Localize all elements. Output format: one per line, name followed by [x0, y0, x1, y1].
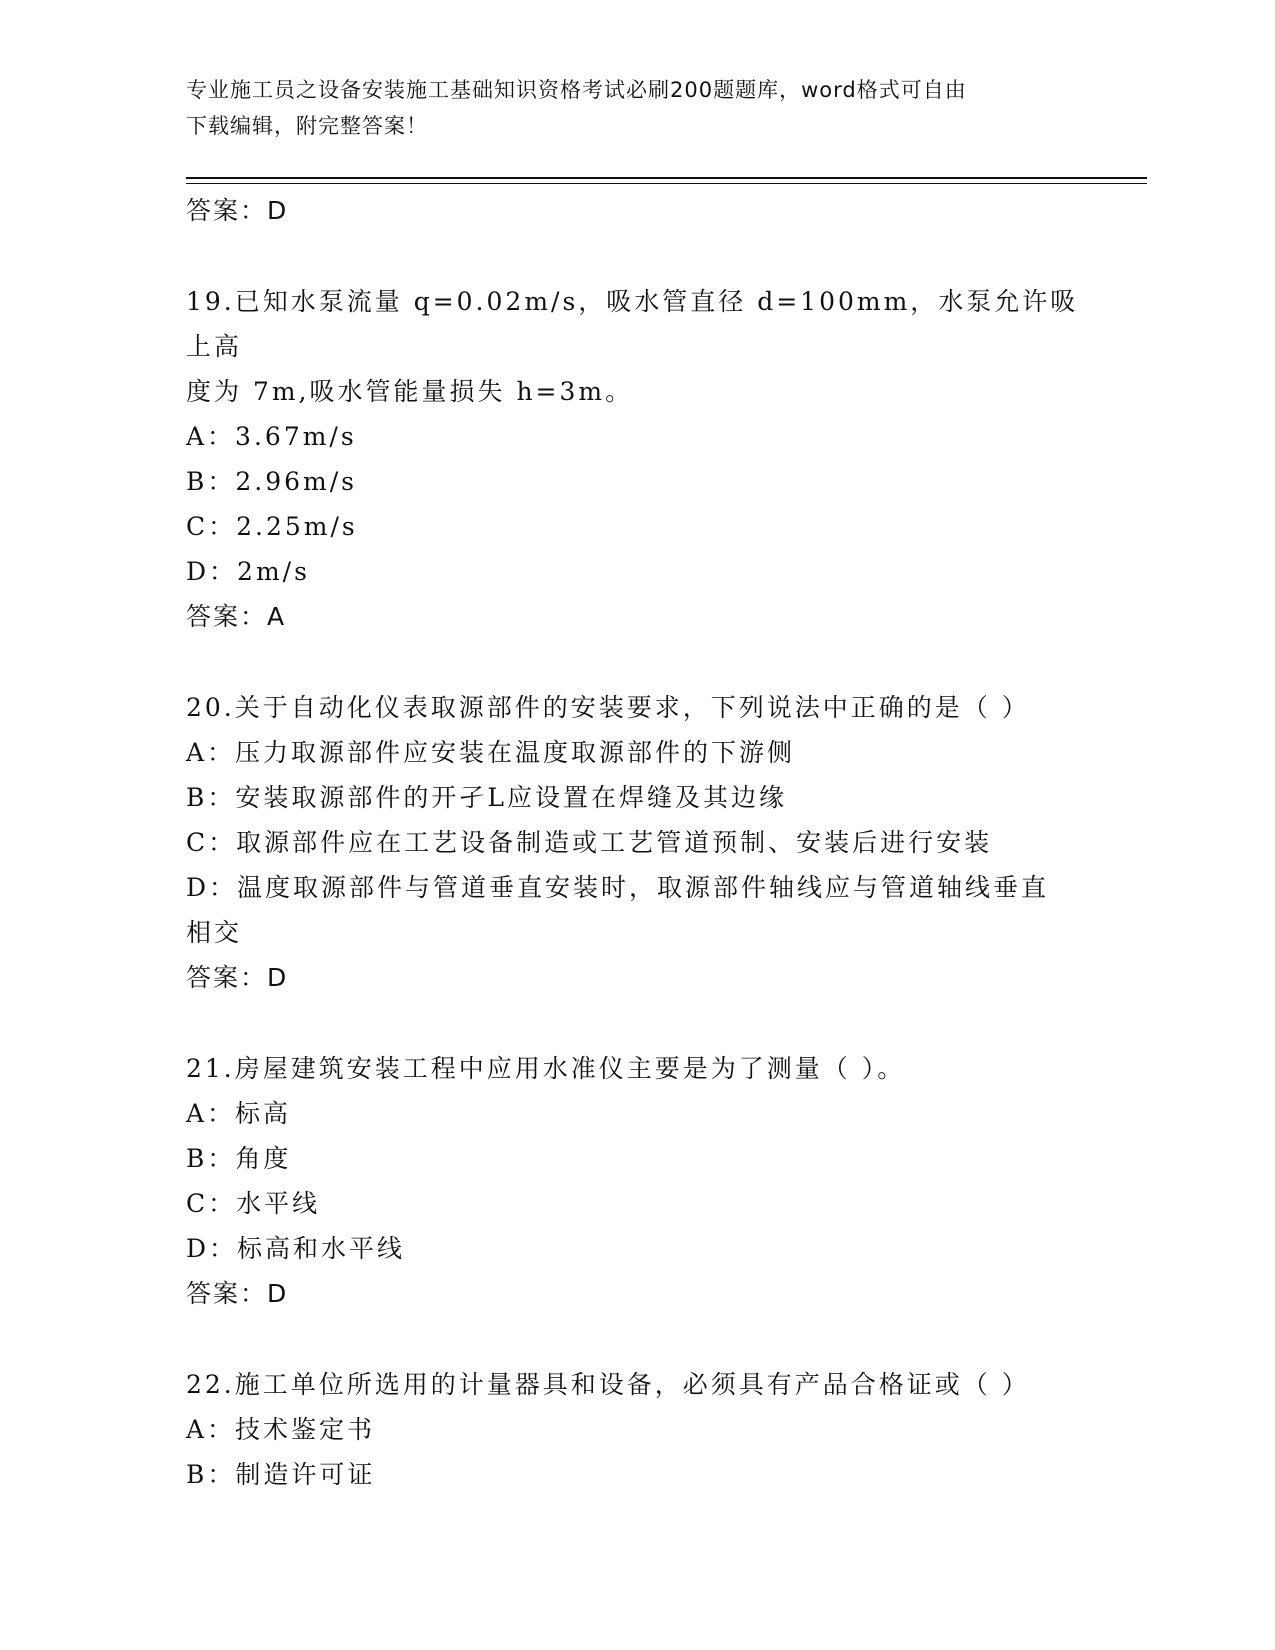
option-d: D：标高和水平线 [186, 1234, 406, 1263]
option-d: D：温度取源部件与管道垂直安装时，取源部件轴线应与管道轴线垂直 [186, 873, 1050, 902]
option-c: C：2.25m/s [186, 512, 358, 541]
option-c: C：水平线 [186, 1189, 321, 1218]
option-d: D：2m/s [186, 557, 310, 586]
option-a: A：3.67m/s [186, 422, 357, 451]
header-rule-thin [186, 183, 1147, 184]
option-c: C：取源部件应在工艺设备制造或工艺管道预制、安装后进行安装 [186, 828, 993, 857]
question-item [186, 1046, 1086, 1316]
question-stem: 19.已知水泵流量 q=0.02m/s，吸水管直径 d=100mm，水泵允许吸上高 [186, 287, 1079, 361]
question-stem: 21.房屋建筑安装工程中应用水准仪主要是为了测量（ ）。 [186, 1054, 906, 1083]
option-d-continued: 相交 [186, 918, 243, 947]
question-item [186, 685, 1086, 1000]
header-line-1: 专业施工员之设备安装施工基础知识资格考试必刷200题题库，word格式可自由 [186, 78, 967, 102]
option-a: A：标高 [186, 1099, 292, 1128]
question-stem: 22.施工单位所选用的计量器具和设备，必须具有产品合格证或（ ） [186, 1370, 1030, 1399]
answer-line: 答案：D [186, 1279, 289, 1308]
option-a: A：压力取源部件应安装在温度取源部件的下游侧 [186, 738, 796, 767]
option-b: B：安装取源部件的开孑L应设置在焊缝及其边缘 [186, 783, 787, 812]
question-list [186, 188, 1086, 1497]
question-item [186, 1362, 1086, 1497]
document-header [186, 72, 1066, 144]
question-item [186, 279, 1086, 639]
question-stem: 20.关于自动化仪表取源部件的安装要求，下列说法中正确的是（ ） [186, 693, 1030, 722]
option-a: A：技术鉴定书 [186, 1415, 376, 1444]
option-b: B：2.96m/s [186, 467, 357, 496]
answer-line: 答案：D [186, 963, 289, 992]
answer-line: 答案：A [186, 602, 287, 631]
option-b: B：制造许可证 [186, 1460, 376, 1489]
question-stem: 度为 7m,吸水管能量损失 h=3m。 [186, 377, 634, 406]
header-line-2: 下载编辑，附完整答案！ [186, 114, 428, 138]
answer-line: 答案：D [186, 196, 289, 225]
header-rule-thick [186, 177, 1147, 179]
option-b: B：角度 [186, 1144, 292, 1173]
